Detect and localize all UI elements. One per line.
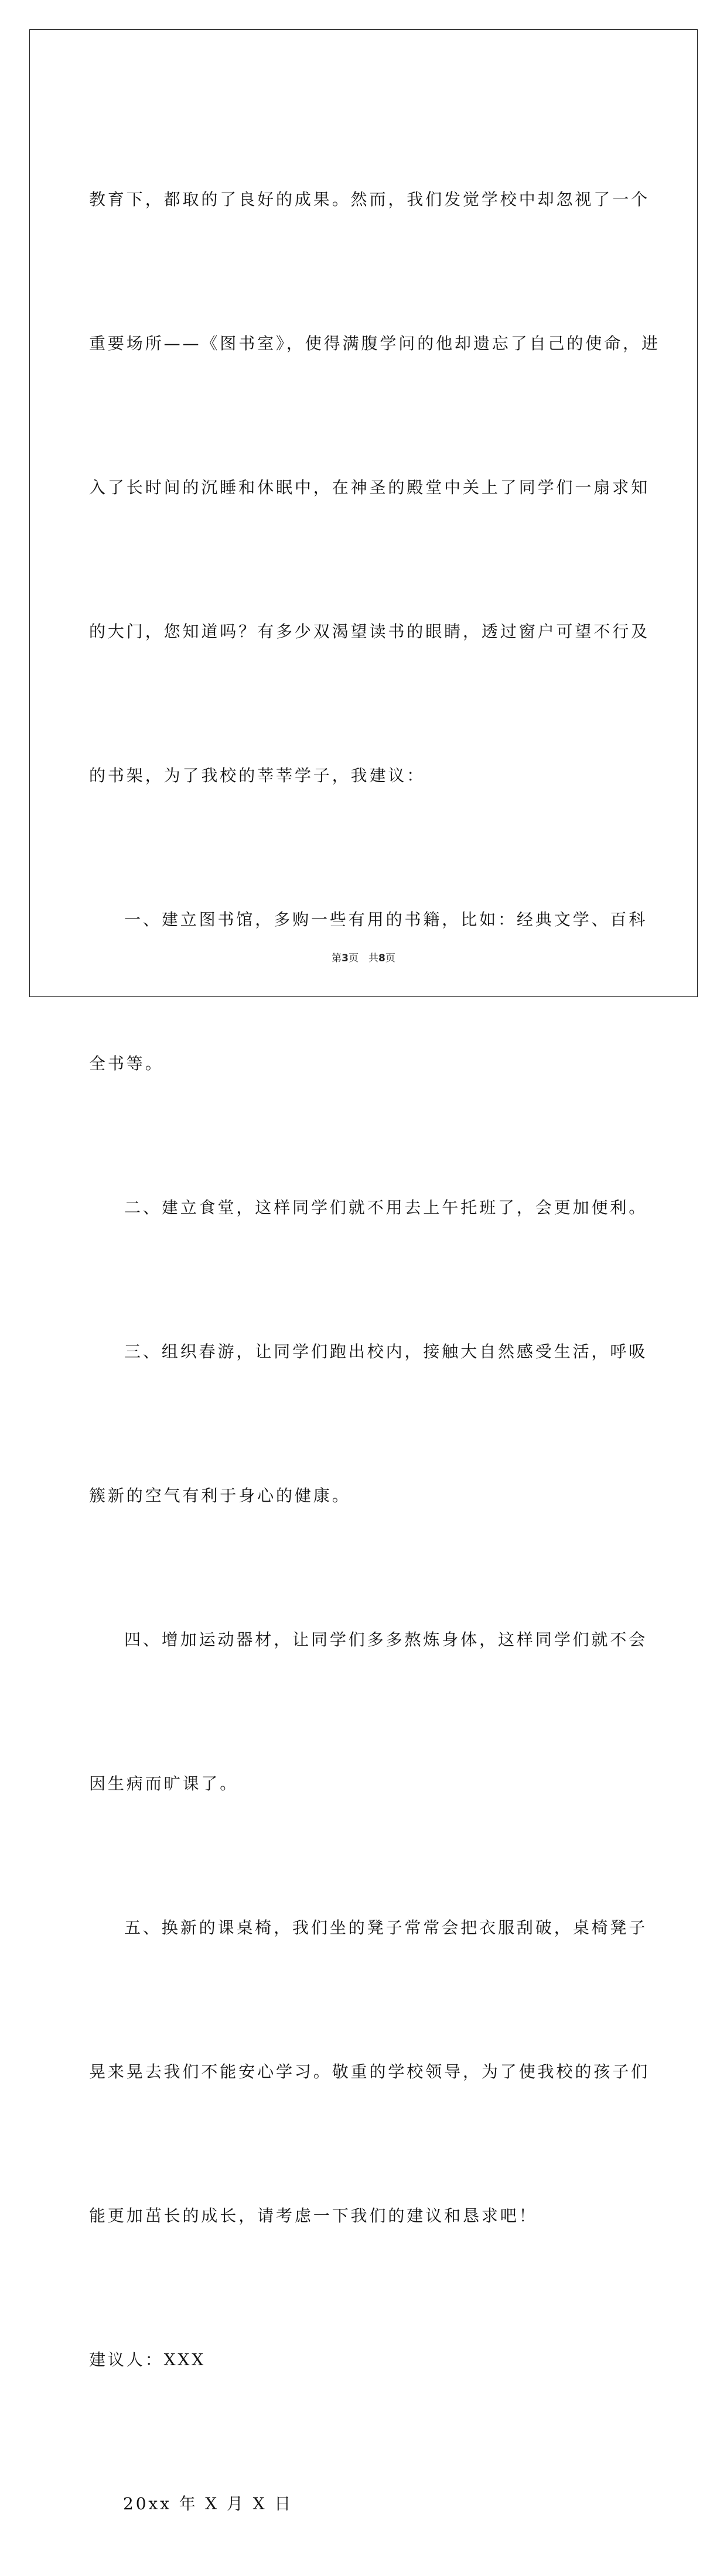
suggestion-4-line: 因生病而旷课了。	[89, 1774, 239, 1793]
suggestion-2-line: 二、建立食堂，这样同学们就不用去上午托班了，会更加便利。	[124, 1198, 648, 1217]
document-body	[89, 80, 660, 2576]
suggestion-3-line: 三、组织春游，让同学们跑出校内，接触大自然感受生活，呼吸	[124, 1342, 648, 1361]
suggestion-5-line: 晃来晃去我们不能安心学习。敬重的学校领导，为了使我校的孩子们	[89, 2062, 650, 2081]
page-footer	[0, 950, 727, 964]
footer-page-suffix: 页	[385, 953, 395, 964]
footer-page-mid: 页 共	[349, 953, 378, 964]
suggestion-1-line: 全书等。	[89, 1054, 164, 1073]
suggestion-1-line: 一、建立图书馆，多购一些有用的书籍，比如：经典文学、百科	[124, 910, 648, 929]
suggestion-4-line: 四、增加运动器材，让同学们多多熬炼身体，这样同学们就不会	[124, 1630, 648, 1649]
footer-page-current: 3	[342, 953, 349, 964]
footer-page-total: 8	[378, 953, 385, 964]
date-line: 20xx 年 X 月 X 日	[123, 2494, 293, 2513]
suggestion-5-line: 能更加茁长的成长，请考虑一下我们的建议和恳求吧！	[89, 2206, 538, 2225]
body-line: 的大门，您知道吗？有多少双渴望读书的眼睛，透过窗户可望不行及	[89, 622, 650, 641]
body-line: 教育下，都取的了良好的成果。然而，我们发觉学校中却忽视了一个	[89, 190, 650, 209]
suggestion-5-line: 五、换新的课桌椅，我们坐的凳子常常会把衣服刮破，桌椅凳子	[124, 1918, 648, 1937]
body-line: 入了长时间的沉睡和休眠中，在神圣的殿堂中关上了同学们一扇求知	[89, 478, 650, 497]
body-line: 重要场所——《图书室》，使得满腹学问的他却遗忘了自己的使命，进	[89, 334, 660, 353]
footer-page-prefix: 第	[332, 953, 342, 964]
signer-line: 建议人：XXX	[89, 2350, 206, 2369]
body-line: 的书架，为了我校的莘莘学子，我建议：	[89, 766, 426, 785]
suggestion-3-line: 簇新的空气有利于身心的健康。	[89, 1486, 351, 1505]
